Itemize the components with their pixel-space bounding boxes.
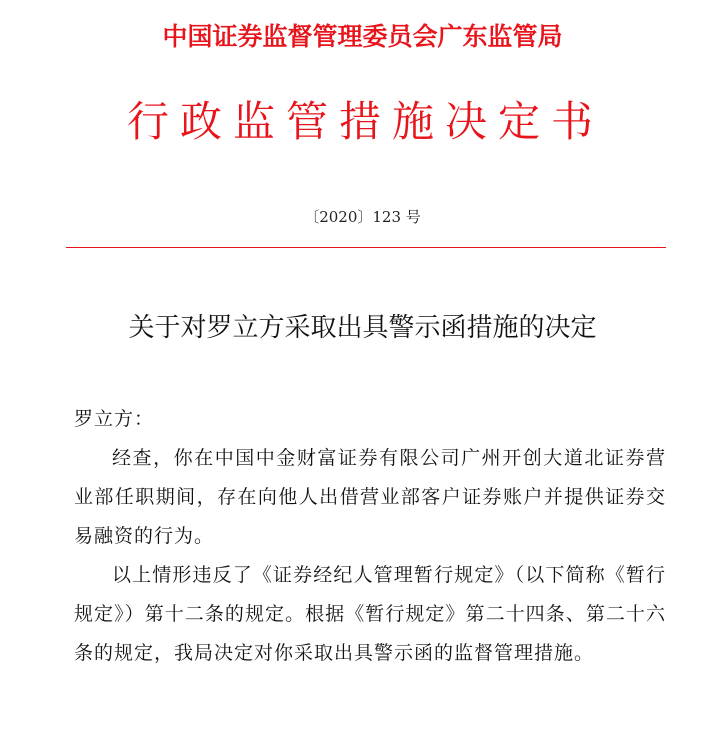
body-paragraph-findings: 经查，你在中国中金财富证券有限公司广州开创大道北证券营业部任职期间，存在向他人出借营业部客户证券账户并提供证券交易融资的行为。 — [74, 447, 666, 547]
document-number: 〔2020〕123 号 — [304, 208, 421, 226]
decision-body — [74, 400, 666, 673]
issuer-name: 中国证券监督管理委员会广东监管局 — [162, 22, 563, 51]
salutation: 罗立方： — [74, 408, 155, 430]
decision-title: 关于对罗立方采取出具警示函措施的决定 — [128, 313, 597, 343]
document-type-title: 行政监管措施决定书 — [126, 97, 604, 146]
red-divider-line — [66, 247, 666, 248]
body-paragraph-decision: 以上情形违反了《证券经纪人管理暂行规定》（以下简称《暂行规定》）第十二条的规定。根据《暂行规定》第二十四条、第二十六条的规定，我局决定对你采取出具警示函的监督管理措施。 — [74, 564, 666, 664]
